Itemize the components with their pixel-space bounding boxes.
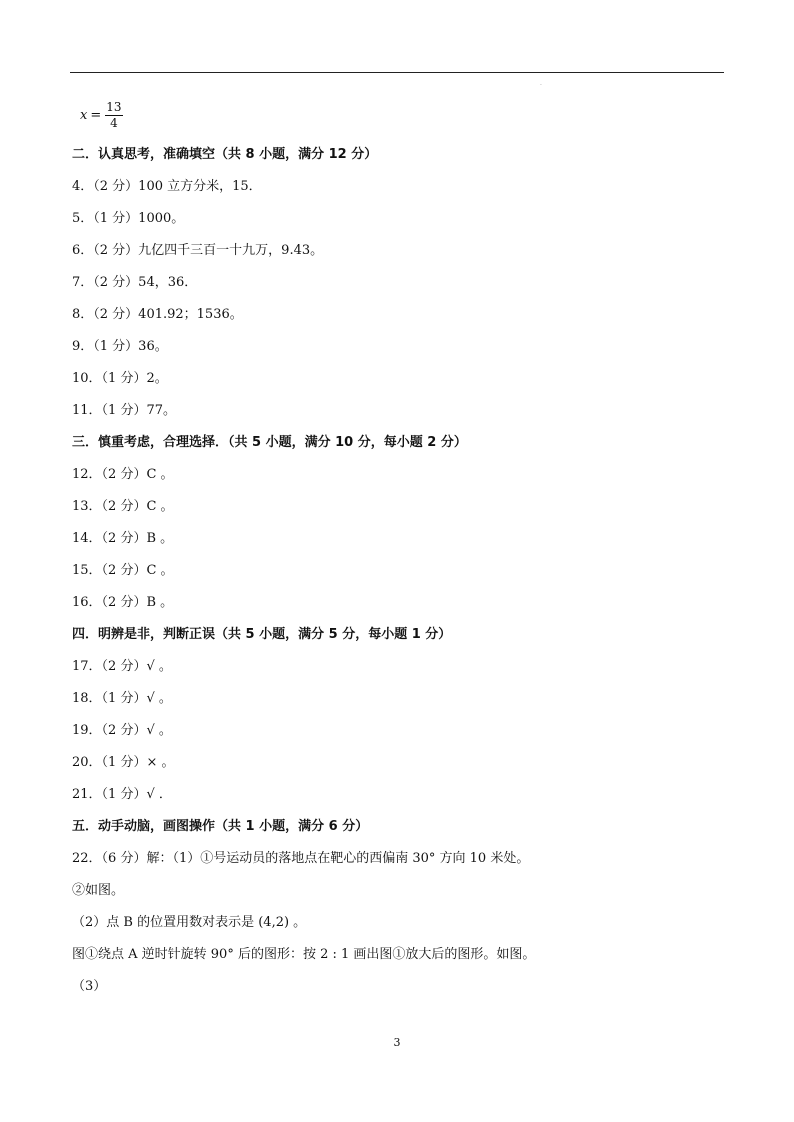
answer-line: 22．（6 分）解：（1）①号运动员的落地点在靶心的西偏南 30° 方向 10 米处。 xyxy=(72,851,530,866)
answer-line: 21．（1 分）√ ． xyxy=(72,787,172,802)
fraction xyxy=(105,100,122,131)
answer-line: 19．（2 分）√ 。 xyxy=(72,723,172,738)
answer-line: 14．（2 分）B 。 xyxy=(72,531,174,546)
section-heading: 三．慎重考虑，合理选择．（共 5 小题，满分 10 分，每小题 2 分） xyxy=(72,435,467,450)
answer-line: ②如图。 xyxy=(72,883,125,898)
fraction-numerator: 13 xyxy=(106,100,122,114)
answer-line: 图①绕点 A 逆时针旋转 90° 后的图形：按 2 : 1 画出图①放大后的图形。如图。 xyxy=(72,947,536,962)
answer-line: 17．（2 分）√ 。 xyxy=(72,659,172,674)
answer-line: 12．（2 分）C 。 xyxy=(72,467,174,482)
formula-variable: x xyxy=(80,108,88,123)
answer-line: 13．（2 分）C 。 xyxy=(72,499,174,514)
header-mark: . xyxy=(540,80,542,87)
answer-line: 18．（1 分）√ 。 xyxy=(72,691,172,706)
formula-x-equals-fraction xyxy=(80,100,123,131)
answer-line: 9．（1 分）36。 xyxy=(72,339,168,354)
answer-line: （3） xyxy=(72,979,107,994)
page-number: 3 xyxy=(393,1036,401,1049)
section-heading: 四．明辨是非，判断正误（共 5 小题，满分 5 分，每小题 1 分） xyxy=(72,627,452,642)
answer-line: 16．（2 分）B 。 xyxy=(72,595,174,610)
answer-line: 5．（1 分）1000。 xyxy=(72,211,185,226)
answer-line: 20．（1 分）× 。 xyxy=(72,755,175,770)
answer-line: 7．（2 分）54，36． xyxy=(72,275,198,290)
formula-equals: = xyxy=(90,108,102,123)
answer-line: 4．（2 分）100 立方分米，15． xyxy=(72,179,262,194)
section-heading: 五．动手动脑，画图操作（共 1 小题，满分 6 分） xyxy=(72,819,369,834)
answer-line: 11．（1 分）77。 xyxy=(72,403,176,418)
answer-line: 15．（2 分）C 。 xyxy=(72,563,174,578)
answer-line: （2）点 B 的位置用数对表示是 (4,2) 。 xyxy=(72,915,307,930)
header-rule xyxy=(70,72,724,73)
fraction-denominator: 4 xyxy=(110,116,118,130)
answer-line: 10．（1 分）2。 xyxy=(72,371,168,386)
section-heading: 二．认真思考，准确填空（共 8 小题，满分 12 分） xyxy=(72,147,378,162)
answer-line: 8．（2 分）401.92；1536。 xyxy=(72,307,243,322)
answer-line: 6．（2 分）九亿四千三百一十九万，9.43。 xyxy=(72,243,324,258)
